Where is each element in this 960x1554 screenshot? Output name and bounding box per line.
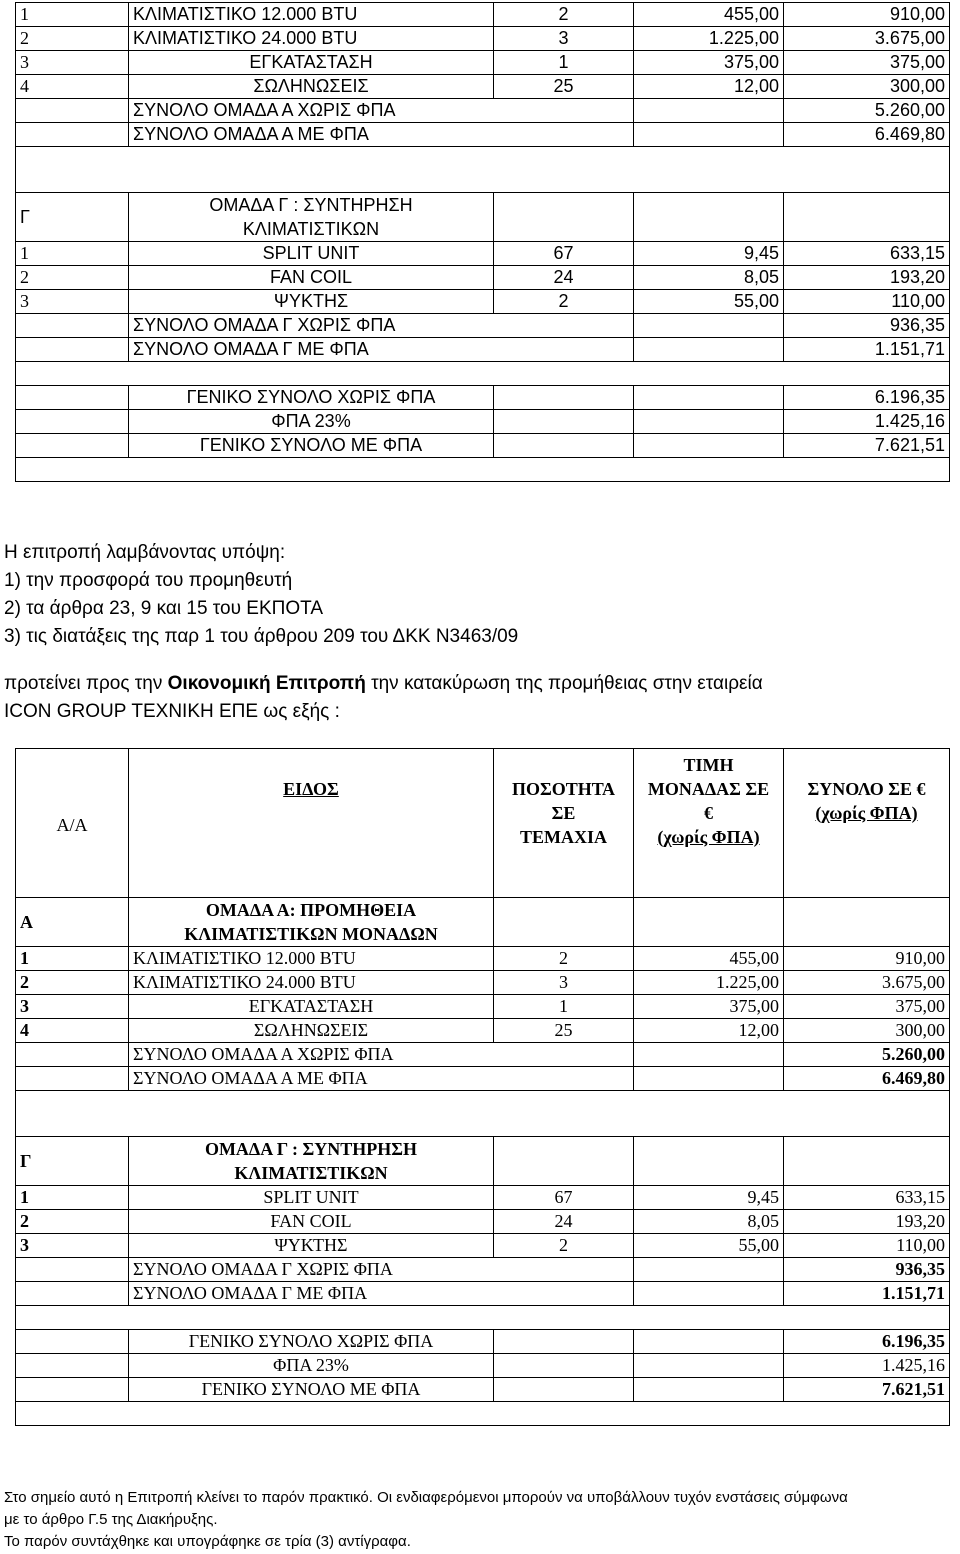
row-total: 110,00 <box>784 290 950 314</box>
header-aa: Α/Α <box>16 749 129 898</box>
row-aa: 3 <box>16 290 129 314</box>
table-header-row <box>16 749 950 898</box>
table-row <box>16 51 950 75</box>
table-row <box>16 290 950 314</box>
header-line: (χωρίς ΦΠΑ) <box>815 803 918 823</box>
header-line: (χωρίς ΦΠΑ) <box>657 827 760 847</box>
row-aa: 2 <box>16 27 129 51</box>
row-qty: 25 <box>494 75 634 99</box>
vat-label: ΦΠΑ 23% <box>129 410 494 434</box>
row-price: 1.225,00 <box>634 971 784 995</box>
text-line: 3) τις διατάξεις της παρ 1 του άρθρου 209 του ΔΚΚ Ν3463/09 <box>4 626 519 647</box>
row-price: 55,00 <box>634 1234 784 1258</box>
row-qty: 3 <box>494 27 634 51</box>
subtotal-row <box>16 1043 950 1067</box>
row-price: 1.225,00 <box>634 27 784 51</box>
group-title-line: ΚΛΙΜΑΤΙΣΤΙΚΩΝ <box>242 219 380 239</box>
row-total: 193,20 <box>784 266 950 290</box>
row-qty: 24 <box>494 1210 634 1234</box>
subtotal-label: ΣΥΝΟΛΟ ΟΜΑΔΑ Α ΧΩΡΙΣ ΦΠΑ <box>129 1043 634 1067</box>
vat-label: ΦΠΑ 23% <box>129 1354 494 1378</box>
row-price: 8,05 <box>634 266 784 290</box>
subtotal-value: 5.260,00 <box>784 1043 950 1067</box>
text-line: Η επιτροπή λαμβάνοντας υπόψη: <box>4 542 286 563</box>
grand-total-label: ΓΕΝΙΚΟ ΣΥΝΟΛΟ ΜΕ ΦΠΑ <box>129 434 494 458</box>
header-line: € <box>704 803 713 823</box>
grand-total-row <box>16 434 950 458</box>
subtotal-row <box>16 1067 950 1091</box>
header-total <box>784 749 950 898</box>
row-total: 375,00 <box>784 51 950 75</box>
table-row <box>16 266 950 290</box>
row-aa: 4 <box>16 1019 129 1043</box>
row-qty: 2 <box>494 947 634 971</box>
row-desc: SPLIT UNIT <box>129 1186 494 1210</box>
row-qty: 1 <box>494 995 634 1019</box>
row-qty: 2 <box>494 290 634 314</box>
subtotal-label: ΣΥΝΟΛΟ ΟΜΑΔΑ Γ ΜΕ ΦΠΑ <box>129 338 634 362</box>
header-line: ΤΕΜΑΧΙΑ <box>519 827 607 847</box>
group-title <box>129 193 494 242</box>
table-row <box>16 1186 950 1210</box>
row-price: 8,05 <box>634 1210 784 1234</box>
proposal-text <box>4 670 763 726</box>
group-header-row <box>16 1137 950 1186</box>
subtotal-label: ΣΥΝΟΛΟ ΟΜΑΔΑ Α ΧΩΡΙΣ ΦΠΑ <box>129 99 634 123</box>
grand-total-value: 6.196,35 <box>784 1330 950 1354</box>
group-title <box>129 1137 494 1186</box>
row-desc: FAN COIL <box>129 266 494 290</box>
row-price: 375,00 <box>634 51 784 75</box>
group-letter: Α <box>16 898 129 947</box>
row-price: 12,00 <box>634 1019 784 1043</box>
subtotal-value: 6.469,80 <box>784 123 950 147</box>
subtotal-value: 5.260,00 <box>784 99 950 123</box>
row-price: 55,00 <box>634 290 784 314</box>
group-header-row <box>16 193 950 242</box>
subtotal-row <box>16 99 950 123</box>
table-row <box>16 947 950 971</box>
row-desc: ΨΥΚΤΗΣ <box>129 290 494 314</box>
subtotal-value: 936,35 <box>784 1258 950 1282</box>
grand-total-row <box>16 1330 950 1354</box>
row-total: 375,00 <box>784 995 950 1019</box>
header-qty <box>494 749 634 898</box>
row-total: 3.675,00 <box>784 971 950 995</box>
row-qty: 3 <box>494 971 634 995</box>
row-total: 633,15 <box>784 1186 950 1210</box>
row-aa: 1 <box>16 242 129 266</box>
grand-total-value: 7.621,51 <box>784 1378 950 1402</box>
row-desc: ΣΩΛΗΝΩΣΕΙΣ <box>129 75 494 99</box>
closing-text <box>4 1487 956 1553</box>
row-desc: FAN COIL <box>129 1210 494 1234</box>
row-desc: ΚΛΙΜΑΤΙΣΤΙΚΟ 12.000 BTU <box>129 3 494 27</box>
subtotal-label: ΣΥΝΟΛΟ ΟΜΑΔΑ Γ ΧΩΡΙΣ ΦΠΑ <box>129 1258 634 1282</box>
subtotal-value: 936,35 <box>784 314 950 338</box>
vat-row <box>16 1354 950 1378</box>
text-line: 1) την προσφορά του προμηθευτή <box>4 570 293 591</box>
row-desc: ΕΓΚΑΤΑΣΤΑΣΗ <box>129 995 494 1019</box>
row-total: 110,00 <box>784 1234 950 1258</box>
text-line: Το παρόν συντάχθηκε και υπογράφηκε σε τρία (3) αντίγραφα. <box>4 1533 411 1550</box>
table-row <box>16 1019 950 1043</box>
text-line: 2) τα άρθρα 23, 9 και 15 του ΕΚΠΟΤΑ <box>4 598 323 619</box>
row-price: 375,00 <box>634 995 784 1019</box>
row-aa: 2 <box>16 1210 129 1234</box>
group-title-line: ΚΛΙΜΑΤΙΣΤΙΚΩΝ <box>234 1163 388 1183</box>
row-desc: ΚΛΙΜΑΤΙΣΤΙΚΟ 12.000 BTU <box>129 947 494 971</box>
subtotal-row <box>16 123 950 147</box>
group-title-line: ΚΛΙΜΑΤΙΣΤΙΚΩΝ ΜΟΝΑΔΩΝ <box>184 924 438 944</box>
grand-total-label: ΓΕΝΙΚΟ ΣΥΝΟΛΟ ΜΕ ΦΠΑ <box>129 1378 494 1402</box>
row-aa: 4 <box>16 75 129 99</box>
table-row <box>16 1210 950 1234</box>
table-row <box>16 1234 950 1258</box>
row-desc: ΚΛΙΜΑΤΙΣΤΙΚΟ 24.000 BTU <box>129 27 494 51</box>
row-price: 9,45 <box>634 242 784 266</box>
table-row <box>16 995 950 1019</box>
row-aa: 2 <box>16 971 129 995</box>
grand-total-row <box>16 386 950 410</box>
group-title-line: ΟΜΑΔΑ Γ : ΣΥΝΤΗΡΗΣΗ <box>204 1139 418 1159</box>
row-desc: ΣΩΛΗΝΩΣΕΙΣ <box>129 1019 494 1043</box>
text-part: την κατακύρωση της προμήθειας στην εταιρεία <box>365 673 763 694</box>
row-qty: 2 <box>494 3 634 27</box>
row-aa: 1 <box>16 947 129 971</box>
subtotal-row <box>16 338 950 362</box>
header-line: ΤΙΜΗ <box>683 755 734 775</box>
subtotal-label: ΣΥΝΟΛΟ ΟΜΑΔΑ Α ΜΕ ΦΠΑ <box>129 1067 634 1091</box>
row-price: 12,00 <box>634 75 784 99</box>
row-total: 193,20 <box>784 1210 950 1234</box>
text-line: με το άρθρο Γ.5 της Διακήρυξης. <box>4 1511 218 1528</box>
row-price: 455,00 <box>634 3 784 27</box>
header-line: ΣΕ <box>551 803 576 823</box>
grand-total-row <box>16 1378 950 1402</box>
subtotal-row <box>16 1282 950 1306</box>
header-line: ΣΥΝΟΛΟ ΣΕ € <box>807 779 926 799</box>
row-price: 9,45 <box>634 1186 784 1210</box>
row-total: 633,15 <box>784 242 950 266</box>
vat-row <box>16 410 950 434</box>
table-row <box>16 971 950 995</box>
row-qty: 67 <box>494 1186 634 1210</box>
text-line: ICON GROUP ΤΕΧΝΙΚΗ ΕΠΕ ως εξής : <box>4 701 340 722</box>
vat-value: 1.425,16 <box>784 410 950 434</box>
group-title-line: ΟΜΑΔΑ Γ : ΣΥΝΤΗΡΗΣΗ <box>209 195 413 215</box>
row-total: 910,00 <box>784 947 950 971</box>
row-desc: ΕΓΚΑΤΑΣΤΑΣΗ <box>129 51 494 75</box>
grand-total-label: ΓΕΝΙΚΟ ΣΥΝΟΛΟ ΧΩΡΙΣ ΦΠΑ <box>129 386 494 410</box>
row-total: 300,00 <box>784 1019 950 1043</box>
table-row <box>16 242 950 266</box>
subtotal-value: 1.151,71 <box>784 338 950 362</box>
row-aa: 1 <box>16 3 129 27</box>
grand-total-label: ΓΕΝΙΚΟ ΣΥΝΟΛΟ ΧΩΡΙΣ ΦΠΑ <box>129 1330 494 1354</box>
grand-total-value: 7.621,51 <box>784 434 950 458</box>
group-title <box>129 898 494 947</box>
grand-total-value: 6.196,35 <box>784 386 950 410</box>
text-part-bold: Οικονομική Επιτροπή <box>167 673 366 694</box>
row-total: 3.675,00 <box>784 27 950 51</box>
row-total: 910,00 <box>784 3 950 27</box>
group-header-row <box>16 898 950 947</box>
header-line: ΠΟΣΟΤΗΤΑ <box>511 779 616 799</box>
row-qty: 2 <box>494 1234 634 1258</box>
row-qty: 1 <box>494 51 634 75</box>
award-items-table <box>15 748 950 1426</box>
row-aa: 3 <box>16 995 129 1019</box>
table-row <box>16 3 950 27</box>
subtotal-row <box>16 314 950 338</box>
subtotal-label: ΣΥΝΟΛΟ ΟΜΑΔΑ Γ ΜΕ ΦΠΑ <box>129 1282 634 1306</box>
text-part: προτείνει προς την <box>4 673 168 694</box>
group-title-line: ΟΜΑΔΑ Α: ΠΡΟΜΗΘΕΙΑ <box>205 900 417 920</box>
text-line: Στο σημείο αυτό η Επιτροπή κλείνει το παρόν πρακτικό. Οι ενδιαφερόμενοι μπορούν να υποβάλλουν τυχόν ενστάσεις σύμφωνα <box>4 1489 848 1506</box>
row-aa: 1 <box>16 1186 129 1210</box>
row-price: 455,00 <box>634 947 784 971</box>
row-aa: 3 <box>16 1234 129 1258</box>
header-line: ΜΟΝΑΔΑΣ ΣΕ <box>647 779 770 799</box>
row-qty: 67 <box>494 242 634 266</box>
row-desc: SPLIT UNIT <box>129 242 494 266</box>
group-letter: Γ <box>16 1137 129 1186</box>
text-line <box>4 670 763 698</box>
row-aa: 2 <box>16 266 129 290</box>
subtotal-value: 6.469,80 <box>784 1067 950 1091</box>
row-desc: ΨΥΚΤΗΣ <box>129 1234 494 1258</box>
row-qty: 24 <box>494 266 634 290</box>
table-row <box>16 27 950 51</box>
header-price <box>634 749 784 898</box>
top-items-table <box>15 2 950 482</box>
committee-text <box>4 539 518 651</box>
row-aa: 3 <box>16 51 129 75</box>
group-letter: Γ <box>16 193 129 242</box>
subtotal-row <box>16 1258 950 1282</box>
vat-value: 1.425,16 <box>784 1354 950 1378</box>
subtotal-value: 1.151,71 <box>784 1282 950 1306</box>
header-desc: ΕΙΔΟΣ <box>129 749 494 898</box>
subtotal-label: ΣΥΝΟΛΟ ΟΜΑΔΑ Α ΜΕ ΦΠΑ <box>129 123 634 147</box>
row-qty: 25 <box>494 1019 634 1043</box>
row-total: 300,00 <box>784 75 950 99</box>
subtotal-label: ΣΥΝΟΛΟ ΟΜΑΔΑ Γ ΧΩΡΙΣ ΦΠΑ <box>129 314 634 338</box>
table-row <box>16 75 950 99</box>
row-desc: ΚΛΙΜΑΤΙΣΤΙΚΟ 24.000 BTU <box>129 971 494 995</box>
